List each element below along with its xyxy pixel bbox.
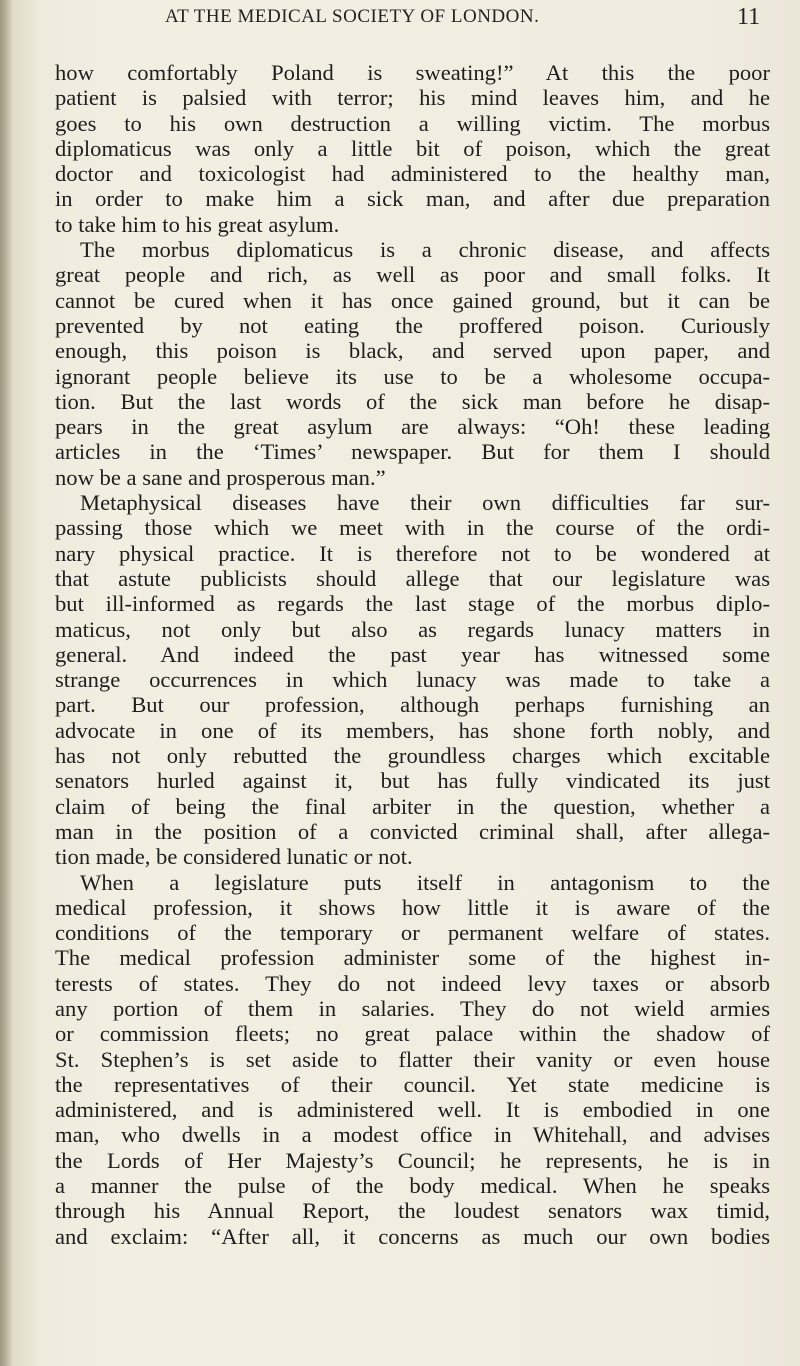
- text-line: but ill-informed as regards the last stage of the morbus diplo-: [55, 591, 770, 617]
- text-line: man in the position of a convicted criminal shall, after allega-: [55, 818, 770, 844]
- text-line: administered, and is administered well. It is embodied in one: [55, 1097, 770, 1123]
- page-gutter-shadow: [0, 0, 12, 1366]
- text-line: any portion of them in salaries. They do not wield armies: [55, 995, 770, 1021]
- page-number: 11: [737, 4, 761, 30]
- text-line: medical profession, it shows how little it is aware of the: [55, 894, 770, 920]
- text-line: conditions of the temporary or permanent welfare of states.: [55, 920, 770, 946]
- text-line: senators hurled against it, but has fully vindicated its just: [55, 768, 770, 794]
- text-line: strange occurrences in which lunacy was made to take a: [55, 667, 770, 693]
- text-line: patient is palsied with terror; his mind leaves him, and he: [55, 85, 770, 111]
- text-line: claim of being the final arbiter in the question, whether a: [55, 793, 770, 819]
- text-line: part. But our profession, although perhaps furnishing an: [55, 692, 770, 718]
- text-line: When a legislature puts itself in antagonism to the: [80, 869, 770, 895]
- text-line: doctor and toxicologist had administered to the healthy man,: [55, 161, 770, 187]
- text-line: maticus, not only but also as regards lunacy matters in: [55, 616, 770, 642]
- text-line: man, who dwells in a modest office in Whitehall, and advises: [55, 1122, 770, 1148]
- text-line: that astute publicists should allege that our legislature was: [55, 565, 770, 591]
- text-line: Metaphysical diseases have their own difficulties far sur-: [80, 490, 770, 516]
- text-line: through his Annual Report, the loudest senators wax timid,: [55, 1198, 770, 1224]
- text-line: pears in the great asylum are always: “Oh! these leading: [55, 414, 770, 440]
- text-line: The medical profession administer some of the highest in-: [55, 945, 770, 971]
- text-line: advocate in one of its members, has shone forth nobly, and: [55, 717, 770, 743]
- text-line: and exclaim: “After all, it concerns as much our own bodies: [55, 1223, 770, 1249]
- text-line: passing those which we meet with in the course of the ordi-: [55, 515, 770, 541]
- text-line: enough, this poison is black, and served upon paper, and: [55, 338, 770, 364]
- text-line: St. Stephen’s is set aside to flatter their vanity or even house: [55, 1046, 770, 1072]
- text-line: now be a sane and prosperous man.”: [55, 464, 386, 490]
- text-line: goes to his own destruction a willing victim. The morbus: [55, 110, 770, 136]
- body-text: [55, 60, 770, 1249]
- text-line: in order to make him a sick man, and after due preparation: [55, 186, 770, 212]
- text-line: tion. But the last words of the sick man before he disap-: [55, 388, 770, 414]
- text-line: prevented by not eating the proffered poison. Curiously: [55, 312, 770, 338]
- text-line: nary physical practice. It is therefore not to be wondered at: [55, 540, 770, 566]
- text-line: the Lords of Her Majesty’s Council; he represents, he is in: [55, 1147, 770, 1173]
- text-line: general. And indeed the past year has witnessed some: [55, 641, 770, 667]
- text-line: articles in the ‘Times’ newspaper. But for them I should: [55, 439, 770, 465]
- text-line: a manner the pulse of the body medical. When he speaks: [55, 1173, 770, 1199]
- text-line: or commission fleets; no great palace within the shadow of: [55, 1021, 770, 1047]
- text-line: tion made, be considered lunatic or not.: [55, 844, 413, 870]
- text-line: the representatives of their council. Yet state medicine is: [55, 1071, 770, 1097]
- text-line: great people and rich, as well as poor and small folks. It: [55, 262, 770, 288]
- text-line: cannot be cured when it has once gained ground, but it can be: [55, 287, 770, 313]
- text-line: The morbus diplomaticus is a chronic disease, and affects: [80, 237, 770, 263]
- running-head-title: AT THE MEDICAL SOCIETY OF LONDON.: [165, 6, 540, 27]
- text-line: ignorant people believe its use to be a wholesome occupa-: [55, 363, 770, 389]
- text-line: diplomaticus was only a little bit of poison, which the great: [55, 135, 770, 161]
- text-line: has not only rebutted the groundless charges which excitable: [55, 743, 770, 769]
- text-line: to take him to his great asylum.: [55, 211, 340, 237]
- text-line: how comfortably Poland is sweating!” At this the poor: [55, 60, 770, 85]
- running-head: [0, 0, 800, 40]
- text-line: terests of states. They do not indeed levy taxes or absorb: [55, 970, 770, 996]
